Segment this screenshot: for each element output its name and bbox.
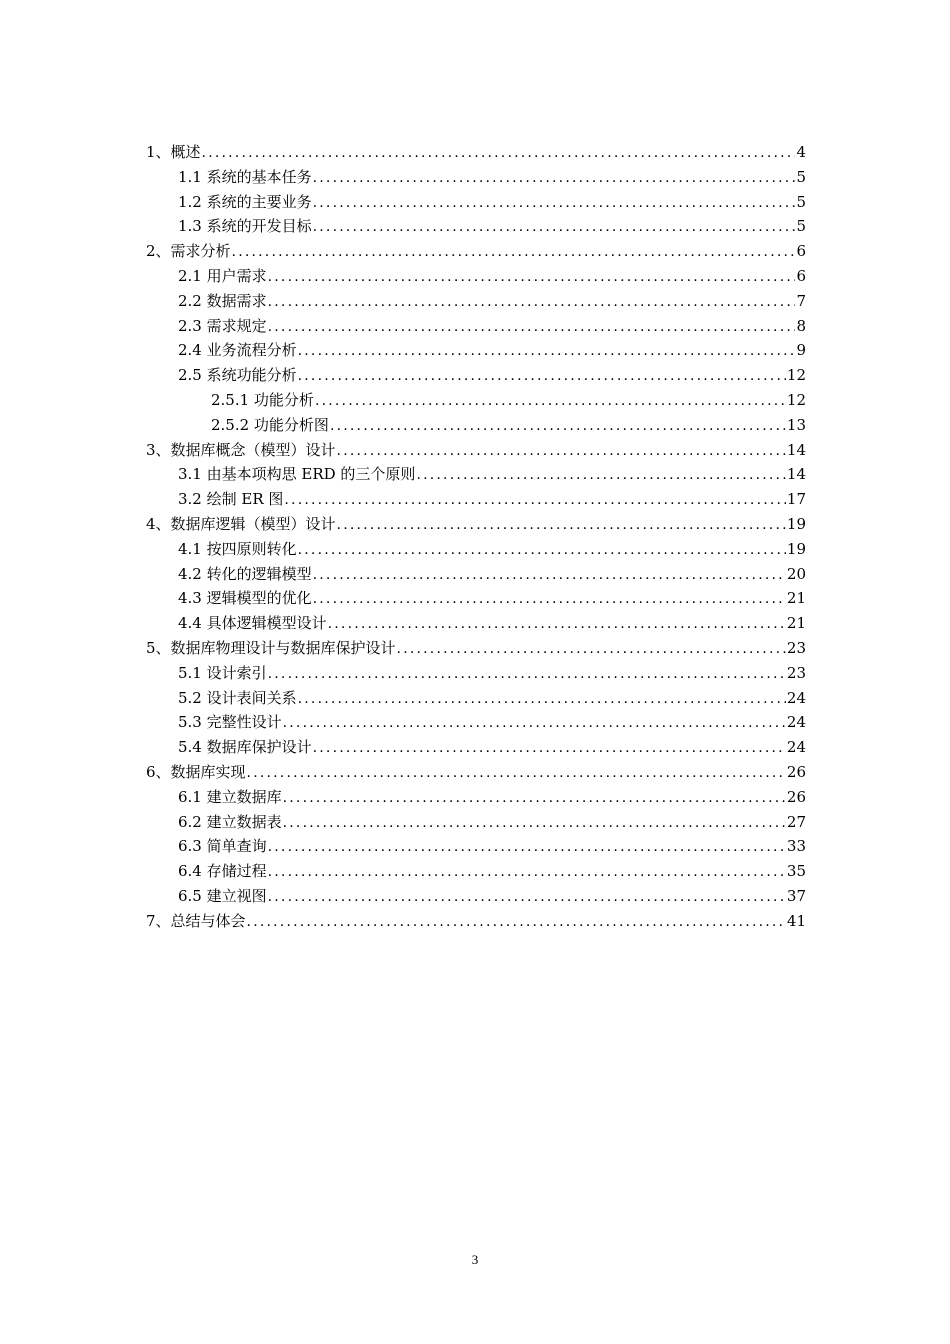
page-number: 3 [471,1252,479,1267]
toc-entry-2-5-1[interactable] [146,388,806,413]
toc-entry-6[interactable] [146,760,806,785]
toc-entry-5-1[interactable] [146,661,806,686]
toc-entry-2-4[interactable] [146,338,806,363]
toc-entry-2-1[interactable] [146,264,806,289]
toc-entry-title: 3.1 由基本项构思 ERD 的三个原则 [178,465,416,484]
toc-entry-title: 6.5 建立视图 [178,886,267,905]
toc-dot-leader [202,141,796,166]
toc-entry-4-3[interactable] [146,586,806,611]
toc-dot-leader [268,835,786,860]
toc-entry-page: 8 [796,316,806,335]
toc-entry-title: 7、总结与体会 [146,911,246,930]
toc-entry-page: 17 [786,490,806,509]
toc-entry-1-1[interactable] [146,165,806,190]
toc-entry-title: 6.4 存储过程 [178,862,267,881]
toc-entry-3[interactable] [146,438,806,463]
toc-dot-leader [337,513,786,538]
toc-dot-leader [268,860,786,885]
toc-dot-leader [313,587,786,612]
toc-entry-5-2[interactable] [146,686,806,711]
toc-dot-leader [313,563,786,588]
toc-entry-6-3[interactable] [146,834,806,859]
toc-entry-7[interactable] [146,909,806,934]
toc-entry-title: 5.2 设计表间关系 [178,688,297,707]
toc-entry-title: 2.4 业务流程分析 [178,341,297,360]
toc-entry-title: 5.4 数据库保护设计 [178,738,312,757]
toc-entry-page: 5 [796,192,806,211]
toc-entry-title: 2.3 需求规定 [178,316,267,335]
toc-entry-page: 6 [796,266,806,285]
toc-entry-2-5[interactable] [146,363,806,388]
toc-entry-page: 24 [786,713,806,732]
toc-entry-page: 24 [786,738,806,757]
toc-entry-6-1[interactable] [146,785,806,810]
toc-dot-leader [268,290,796,315]
toc-entry-page: 23 [786,663,806,682]
toc-entry-page: 9 [796,341,806,360]
toc-dot-leader [247,910,786,935]
toc-dot-leader [298,687,786,712]
toc-entry-page: 14 [786,440,806,459]
toc-entry-page: 19 [786,539,806,558]
toc-entry-title: 2.5.1 功能分析 [211,390,314,409]
toc-entry-4[interactable] [146,512,806,537]
toc-entry-1[interactable] [146,140,806,165]
toc-entry-page: 5 [796,217,806,236]
toc-entry-5-3[interactable] [146,710,806,735]
toc-entry-page: 37 [786,886,806,905]
toc-dot-leader [298,538,786,563]
toc-entry-page: 12 [786,390,806,409]
toc-dot-leader [397,637,786,662]
toc-entry-title: 5、数据库物理设计与数据库保护设计 [146,638,396,657]
toc-entry-page: 23 [786,638,806,657]
toc-entry-4-4[interactable] [146,611,806,636]
toc-entry-1-3[interactable] [146,214,806,239]
toc-entry-6-5[interactable] [146,884,806,909]
toc-entry-page: 26 [786,787,806,806]
toc-dot-leader [268,662,786,687]
toc-dot-leader [313,166,796,191]
toc-entry-page: 6 [796,242,806,261]
toc-entry-4-2[interactable] [146,562,806,587]
toc-dot-leader [232,240,796,265]
toc-entry-title: 4.3 逻辑模型的优化 [178,589,312,608]
toc-entry-title: 6、数据库实现 [146,762,246,781]
toc-entry-title: 2.5 系统功能分析 [178,366,297,385]
toc-entry-page: 19 [786,514,806,533]
toc-entry-2[interactable] [146,239,806,264]
toc-entry-2-3[interactable] [146,314,806,339]
toc-entry-page: 5 [796,167,806,186]
toc-dot-leader [284,488,786,513]
toc-dot-leader [313,191,796,216]
toc-dot-leader [298,339,796,364]
toc-entry-6-4[interactable] [146,859,806,884]
toc-entry-5[interactable] [146,636,806,661]
toc-entry-5-4[interactable] [146,735,806,760]
toc-entry-page: 41 [786,911,806,930]
toc-entry-3-2[interactable] [146,487,806,512]
toc-entry-2-2[interactable] [146,289,806,314]
toc-entry-title: 6.3 简单查询 [178,837,267,856]
toc-entry-1-2[interactable] [146,190,806,215]
toc-dot-leader [315,389,786,414]
toc-dot-leader [247,761,786,786]
toc-entry-title: 6.2 建立数据表 [178,812,282,831]
toc-dot-leader [283,786,786,811]
toc-dot-leader [313,736,786,761]
toc-entry-page: 21 [786,614,806,633]
toc-entry-title: 1.2 系统的主要业务 [178,192,312,211]
toc-entry-page: 35 [786,862,806,881]
toc-dot-leader [416,463,785,488]
toc-dot-leader [268,315,796,340]
toc-entry-page: 13 [786,415,806,434]
toc-dot-leader [313,215,796,240]
toc-dot-leader [298,364,786,389]
toc-entry-page: 7 [796,291,806,310]
toc-dot-leader [268,885,786,910]
toc-entry-title: 4.2 转化的逻辑模型 [178,564,312,583]
toc-entry-page: 27 [786,812,806,831]
toc-entry-title: 3.2 绘制 ER 图 [178,490,284,509]
toc-entry-title: 4.4 具体逻辑模型设计 [178,614,327,633]
toc-entry-page: 21 [786,589,806,608]
toc-dot-leader [337,439,786,464]
toc-entry-title: 4.1 按四原则转化 [178,539,297,558]
toc-entry-title: 2、需求分析 [146,242,231,261]
toc-entry-page: 12 [786,366,806,385]
toc-entry-page: 24 [786,688,806,707]
toc-entry-title: 6.1 建立数据库 [178,787,282,806]
toc-entry-title: 2.5.2 功能分析图 [211,415,329,434]
toc-entry-title: 5.1 设计索引 [178,663,267,682]
toc-dot-leader [283,811,786,836]
toc-entry-title: 3、数据库概念（模型）设计 [146,440,336,459]
toc-entry-title: 4、数据库逻辑（模型）设计 [146,514,336,533]
toc-entry-page: 20 [786,564,806,583]
toc-entry-title: 1.1 系统的基本任务 [178,167,312,186]
toc-entry-title: 5.3 完整性设计 [178,713,282,732]
toc-entry-4-1[interactable] [146,537,806,562]
toc-entry-page: 26 [786,762,806,781]
toc-entry-title: 1.3 系统的开发目标 [178,217,312,236]
toc-entry-title: 2.1 用户需求 [178,266,267,285]
toc-entry-2-5-2[interactable] [146,413,806,438]
table-of-contents [146,140,806,934]
toc-entry-page: 14 [786,465,806,484]
toc-entry-title: 2.2 数据需求 [178,291,267,310]
toc-entry-3-1[interactable] [146,462,806,487]
toc-entry-6-2[interactable] [146,810,806,835]
toc-dot-leader [268,265,796,290]
toc-entry-title: 1、概述 [146,143,201,161]
toc-entry-page: 4 [796,143,806,161]
toc-dot-leader [283,711,786,736]
toc-dot-leader [330,414,786,439]
toc-dot-leader [328,612,786,637]
toc-entry-page: 33 [786,837,806,856]
